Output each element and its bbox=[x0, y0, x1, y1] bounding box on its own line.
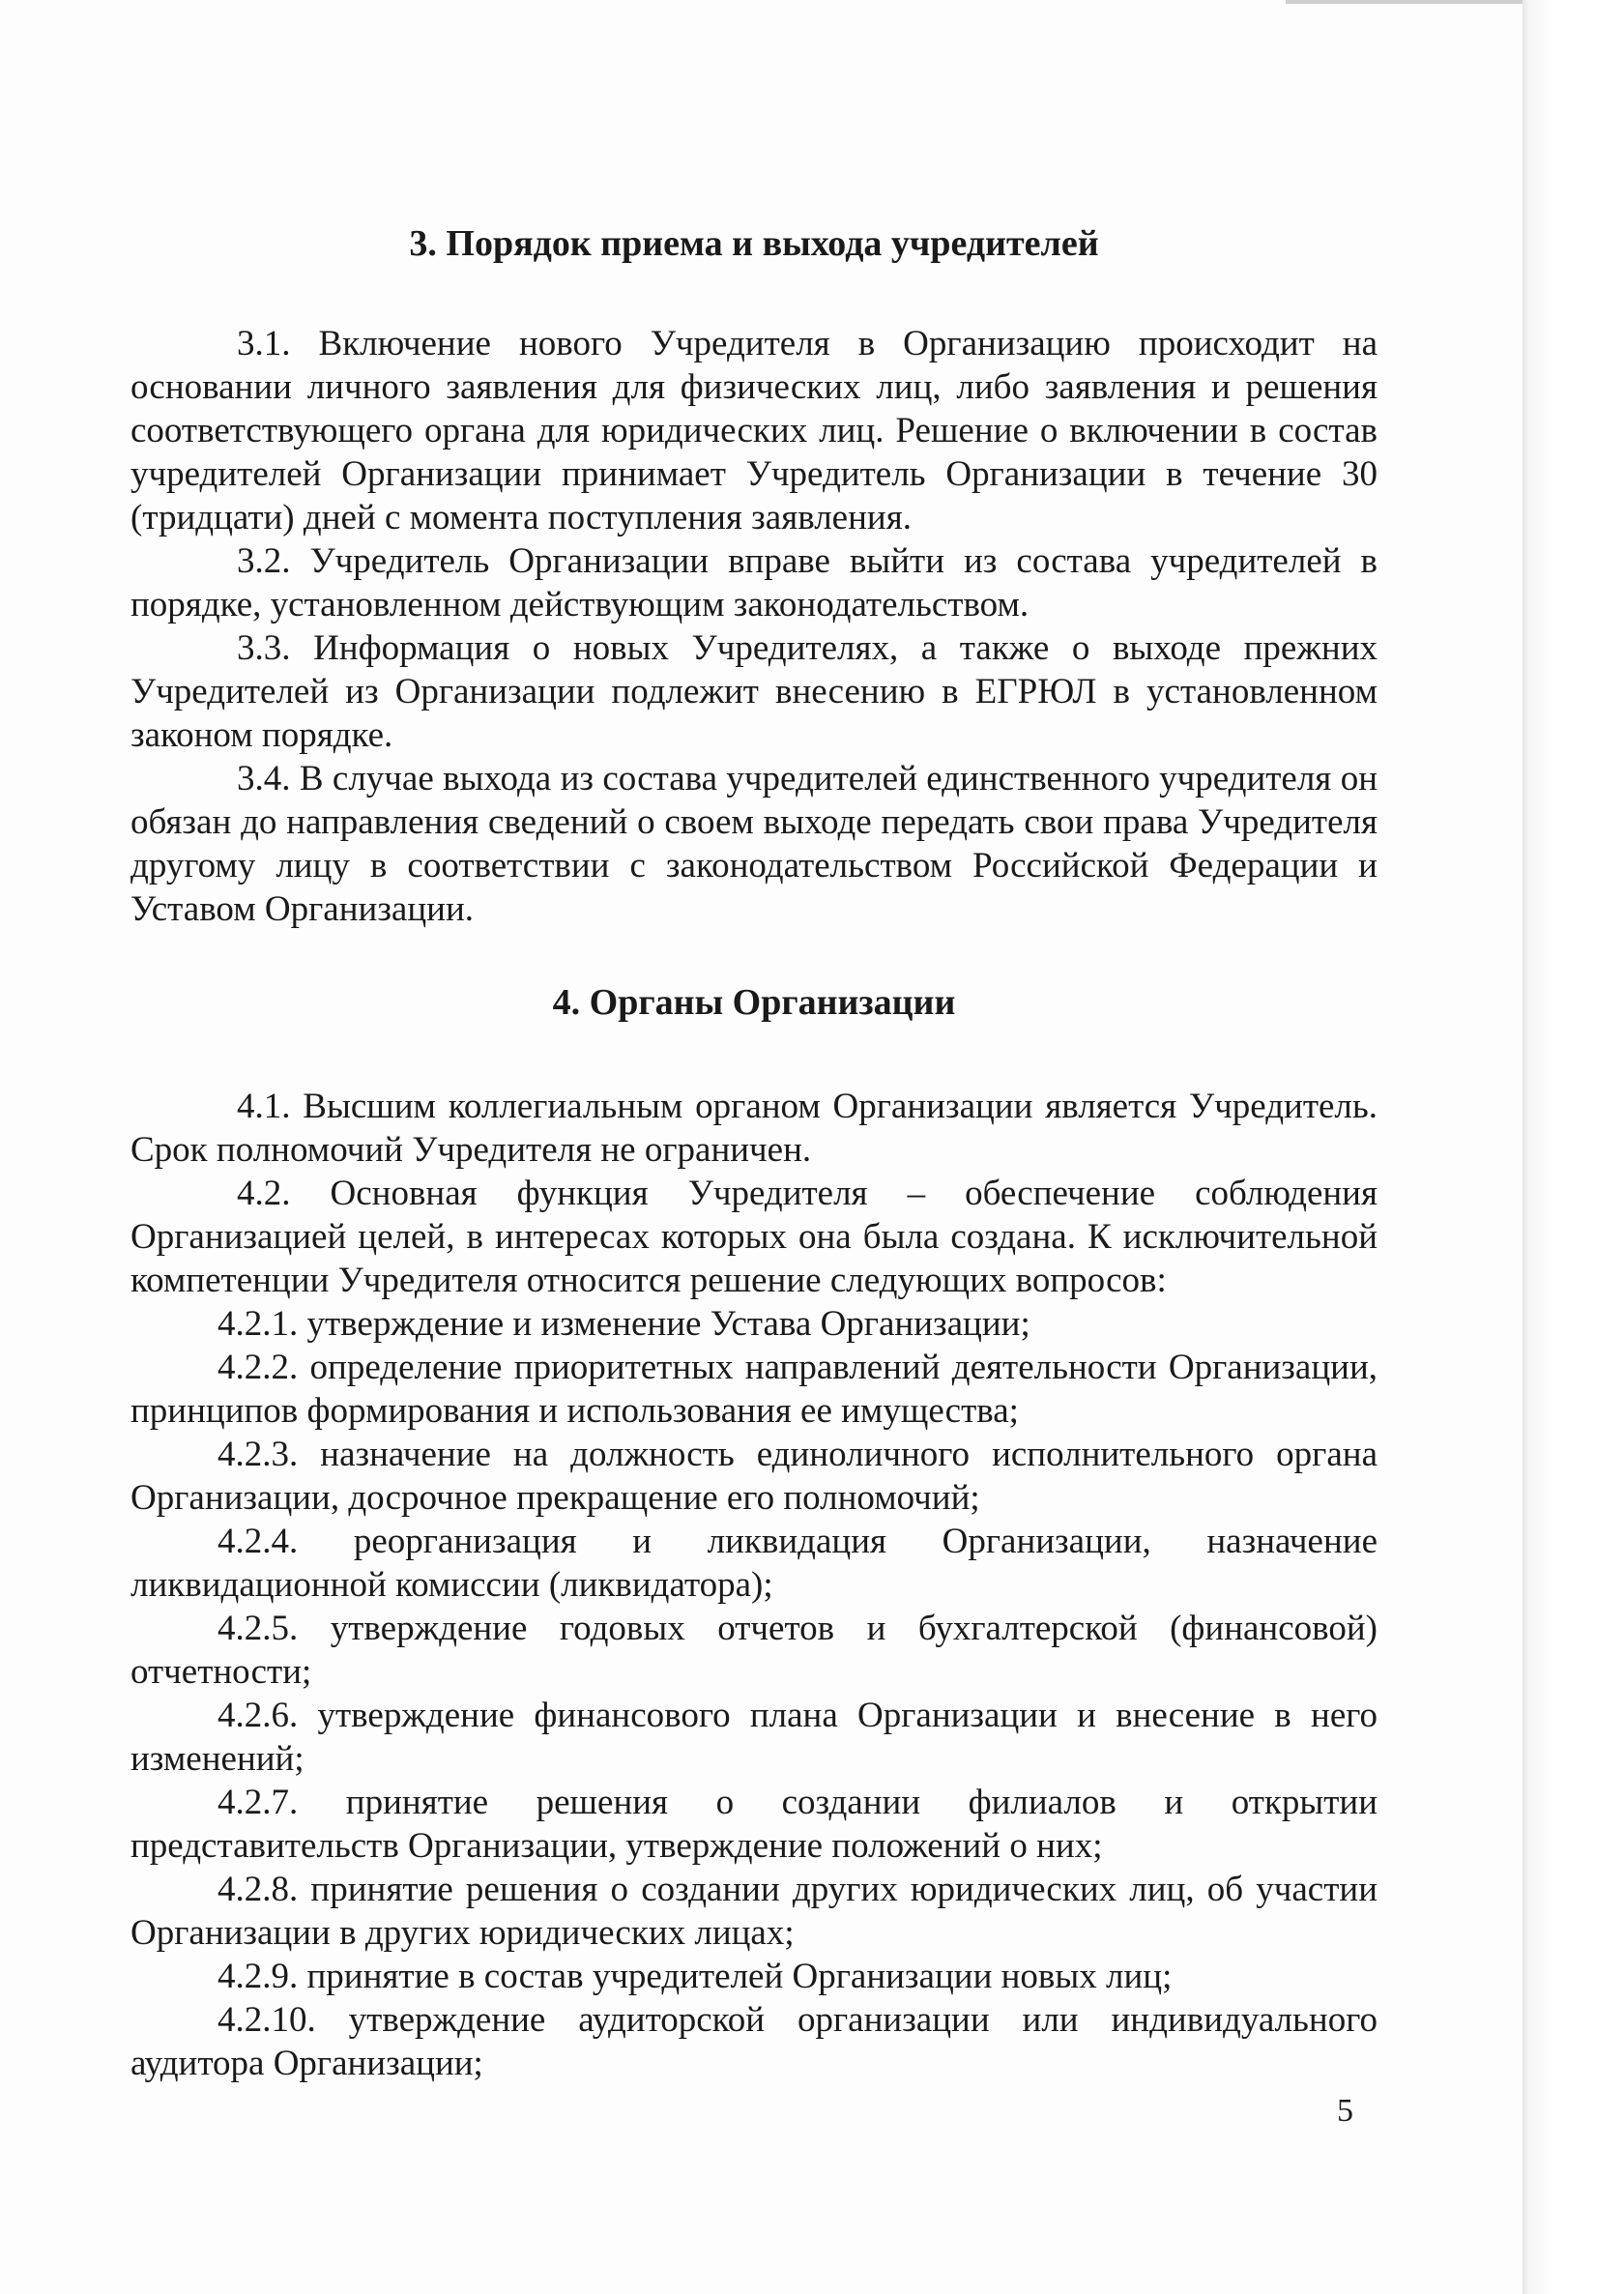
subitem-4-2-3: 4.2.3. назначение на должность единоличного исполнительного органа Организации, досрочное прекращение его полномочий; bbox=[130, 1435, 1378, 1518]
page-number: 5 bbox=[1337, 2093, 1353, 2129]
scan-top-shadow bbox=[1286, 0, 1522, 4]
subitem-4-2-10: 4.2.10. утверждение аудиторской организации или индивидуального аудитора Организации; bbox=[130, 2000, 1378, 2083]
section-3-heading: 3. Порядок приема и выхода учредителей bbox=[409, 223, 1099, 264]
scan-edge bbox=[1522, 0, 1624, 2294]
subitem-4-2-9: 4.2.9. принятие в состав учредителей Организации новых лиц; bbox=[218, 1957, 1173, 1996]
paragraph-3-1: 3.1. Включение нового Учредителя в Организацию происходит на основании личного заявления для физических лиц, либо заявления и решения соответствующего органа для юридических лиц. Решение о включении в состав учредителей Организации принимает Учредитель Организации в течение 30 (тридцати) дней с момента поступления заявления. bbox=[130, 324, 1378, 537]
paragraph-3-4: 3.4. В случае выхода из состава учредителей единственного учредителя он обязан до направления сведений о своем выходе передать свои права Учредителя другому лицу в соответствии с законодательством Российской Федерации и Уставом Организации. bbox=[130, 759, 1378, 929]
document-body bbox=[130, 222, 1378, 2085]
paragraph-4-2: 4.2. Основная функция Учредителя – обеспечение соблюдения Организацией целей, в интересах которых она была создана. К исключительной компетенции Учредителя относится решение следующих вопросов: bbox=[130, 1174, 1378, 1300]
subitem-4-2-7: 4.2.7. принятие решения о создании филиалов и открытии представительств Организации, утверждение положений о них; bbox=[130, 1783, 1378, 1866]
subitem-4-2-2: 4.2.2. определение приоритетных направлений деятельности Организации, принципов формирования и использования ее имущества; bbox=[130, 1348, 1378, 1431]
section-4-heading: 4. Органы Организации bbox=[552, 982, 956, 1023]
paragraph-3-2: 3.2. Учредитель Организации вправе выйти из состава учредителей в порядке, установленном действующим законодательством. bbox=[130, 541, 1378, 624]
subitem-4-2-8: 4.2.8. принятие решения о создании других юридических лиц, об участии Организации в других юридических лицах; bbox=[130, 1870, 1378, 1953]
subitem-4-2-4: 4.2.4. реорганизация и ликвидация Организации, назначение ликвидационной комиссии (ликвидатора); bbox=[130, 1522, 1378, 1605]
paragraph-4-1: 4.1. Высшим коллегиальным органом Организации является Учредитель. Срок полномочий Учредителя не ограничен. bbox=[130, 1087, 1378, 1170]
subitem-4-2-1: 4.2.1. утверждение и изменение Устава Организации; bbox=[218, 1304, 1030, 1344]
subitem-4-2-6: 4.2.6. утверждение финансового плана Организации и внесение в него изменений; bbox=[130, 1696, 1378, 1779]
subitem-4-2-5: 4.2.5. утверждение годовых отчетов и бухгалтерской (финансовой) отчетности; bbox=[130, 1609, 1378, 1692]
paragraph-3-3: 3.3. Информация о новых Учредителях, а также о выходе прежних Учредителей из Организации подлежит внесению в ЕГРЮЛ в установленном законом порядке. bbox=[130, 628, 1378, 755]
